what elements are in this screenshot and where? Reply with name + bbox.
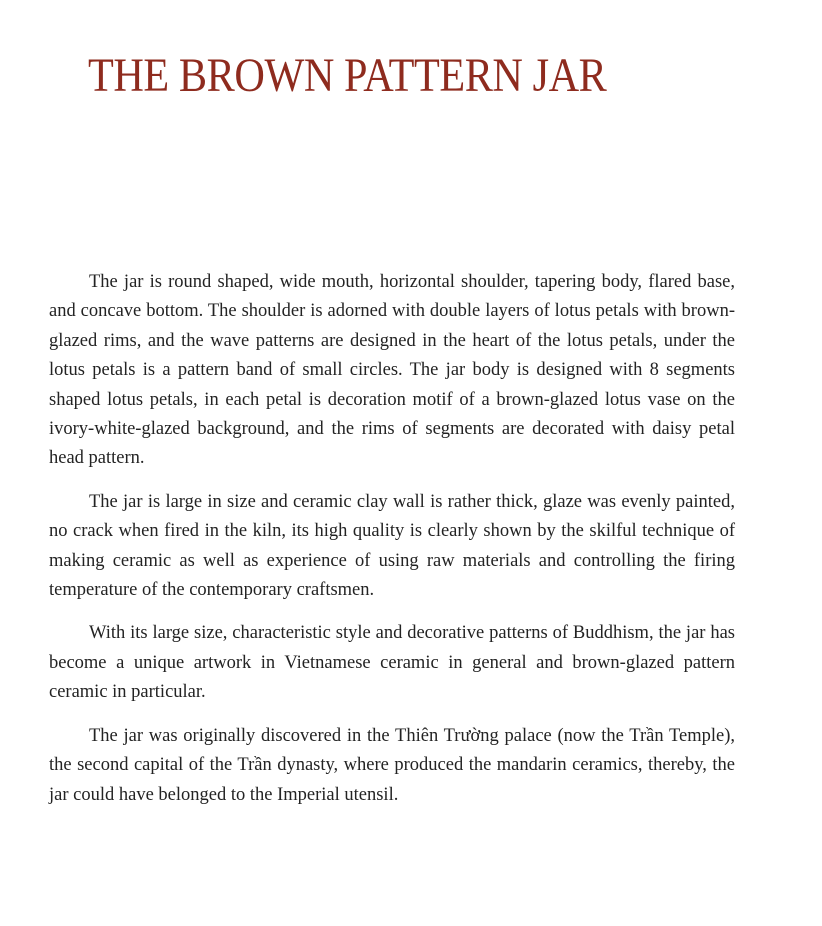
- page-title: THE BROWN PATTERN JAR: [88, 49, 607, 102]
- paragraph-jar-description: The jar is round shaped, wide mouth, horizontal shoulder, tapering body, flared base, and concave bottom. The shoulder is adorned with double layers of lotus petals with brown-glazed rims, and the wave patterns are designed in the heart of the lotus petals, under the lotus petals is a pattern band of small circles. The jar body is designed with 8 segments shaped lotus petals, in each petal is decoration motif of a brown-glazed lotus vase on the ivory-white-glazed background, and the rims of segments are decorated with daisy petal head pattern.: [49, 272, 735, 469]
- paragraph-jar-significance: With its large size, characteristic style and decorative patterns of Buddhism, the jar has become a unique artwork in Vietnamese ceramic in general and brown-glazed pattern ceramic in particular.: [49, 623, 735, 703]
- paragraph-jar-discovery: The jar was originally discovered in the Thiên Trường palace (now the Trần Temple), the second capital of the Trần dynasty, where produced the mandarin ceramics, thereby, the jar could have belonged to the Imperial utensil.: [49, 725, 735, 805]
- article-body: [49, 268, 735, 824]
- paragraph-jar-quality: The jar is large in size and ceramic clay wall is rather thick, glaze was evenly painted, no crack when fired in the kiln, its high quality is clearly shown by the skilful technique of making ceramic as well as experience of using raw materials and controlling the firing temperature of the contemporary craftsmen.: [49, 491, 735, 601]
